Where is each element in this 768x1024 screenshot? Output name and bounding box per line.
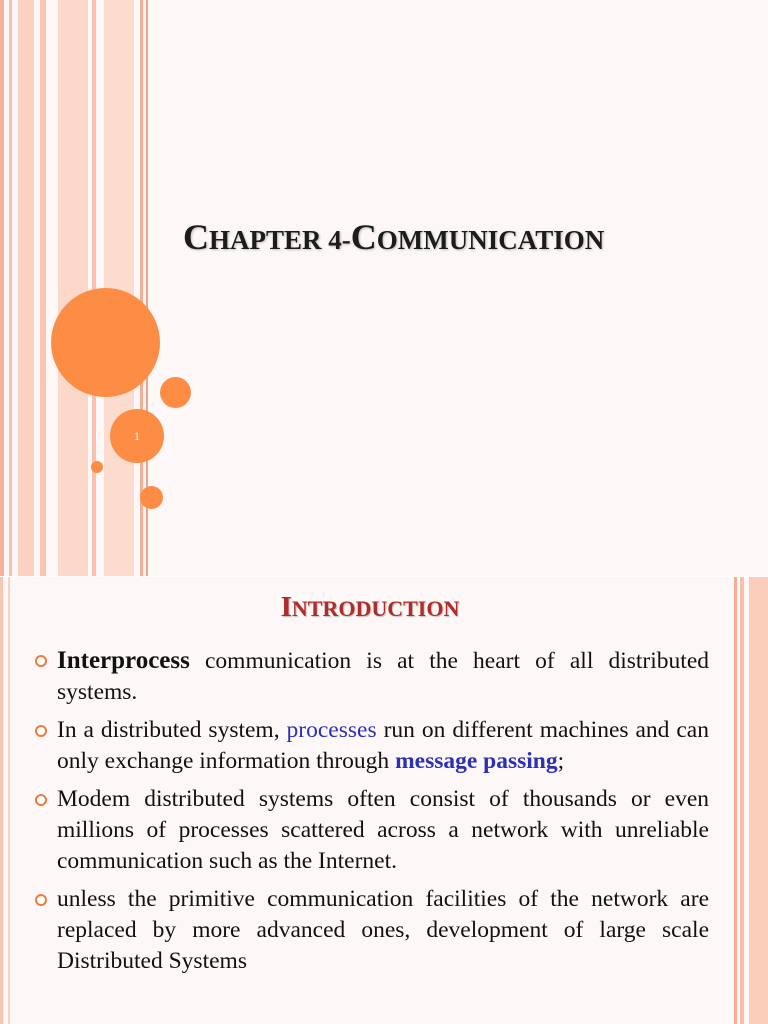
message-passing-link[interactable]: message passing	[395, 748, 558, 774]
decor-stripe	[0, 577, 3, 1024]
decor-stripe	[0, 0, 4, 576]
decor-stripe	[734, 577, 737, 1024]
large-circle-decoration	[51, 288, 160, 397]
list-item: In a distributed system, processes run on different machines and can only exchange information through message passing;	[35, 715, 709, 777]
bullet-list	[35, 645, 709, 984]
bullet-icon	[35, 655, 47, 667]
decor-stripe	[58, 0, 88, 576]
decor-stripe	[8, 577, 10, 1024]
decor-stripe	[18, 0, 34, 576]
decor-stripe	[740, 577, 744, 1024]
bullet-icon	[35, 794, 47, 806]
bullet-icon	[35, 894, 47, 906]
term: Interprocess	[57, 647, 190, 674]
content-slide	[0, 577, 768, 1024]
small-circle-decoration	[140, 486, 163, 509]
decor-stripe	[749, 577, 768, 1024]
slide-title: INTRODUCTION	[280, 591, 460, 623]
list-item: unless the primitive communication facilities of the network are replaced by more advanced ones, development of large scale Distributed Systems	[35, 884, 709, 977]
tiny-circle-decoration	[91, 461, 103, 473]
list-item: Interprocess communication is at the heart of all distributed systems.	[35, 645, 709, 708]
decor-stripe	[40, 0, 46, 576]
page-number: 1	[134, 428, 140, 443]
bullet-icon	[35, 725, 47, 737]
list-item: Modem distributed systems often consist of thousands or even millions of processes scattered across a network with unreliable communication such as the Internet.	[35, 784, 709, 877]
small-circle-decoration	[160, 377, 191, 408]
decor-stripe	[9, 0, 12, 576]
processes-link[interactable]: processes	[286, 717, 377, 743]
slide-title: CHAPTER 4-COMMUNICATION	[183, 217, 605, 257]
